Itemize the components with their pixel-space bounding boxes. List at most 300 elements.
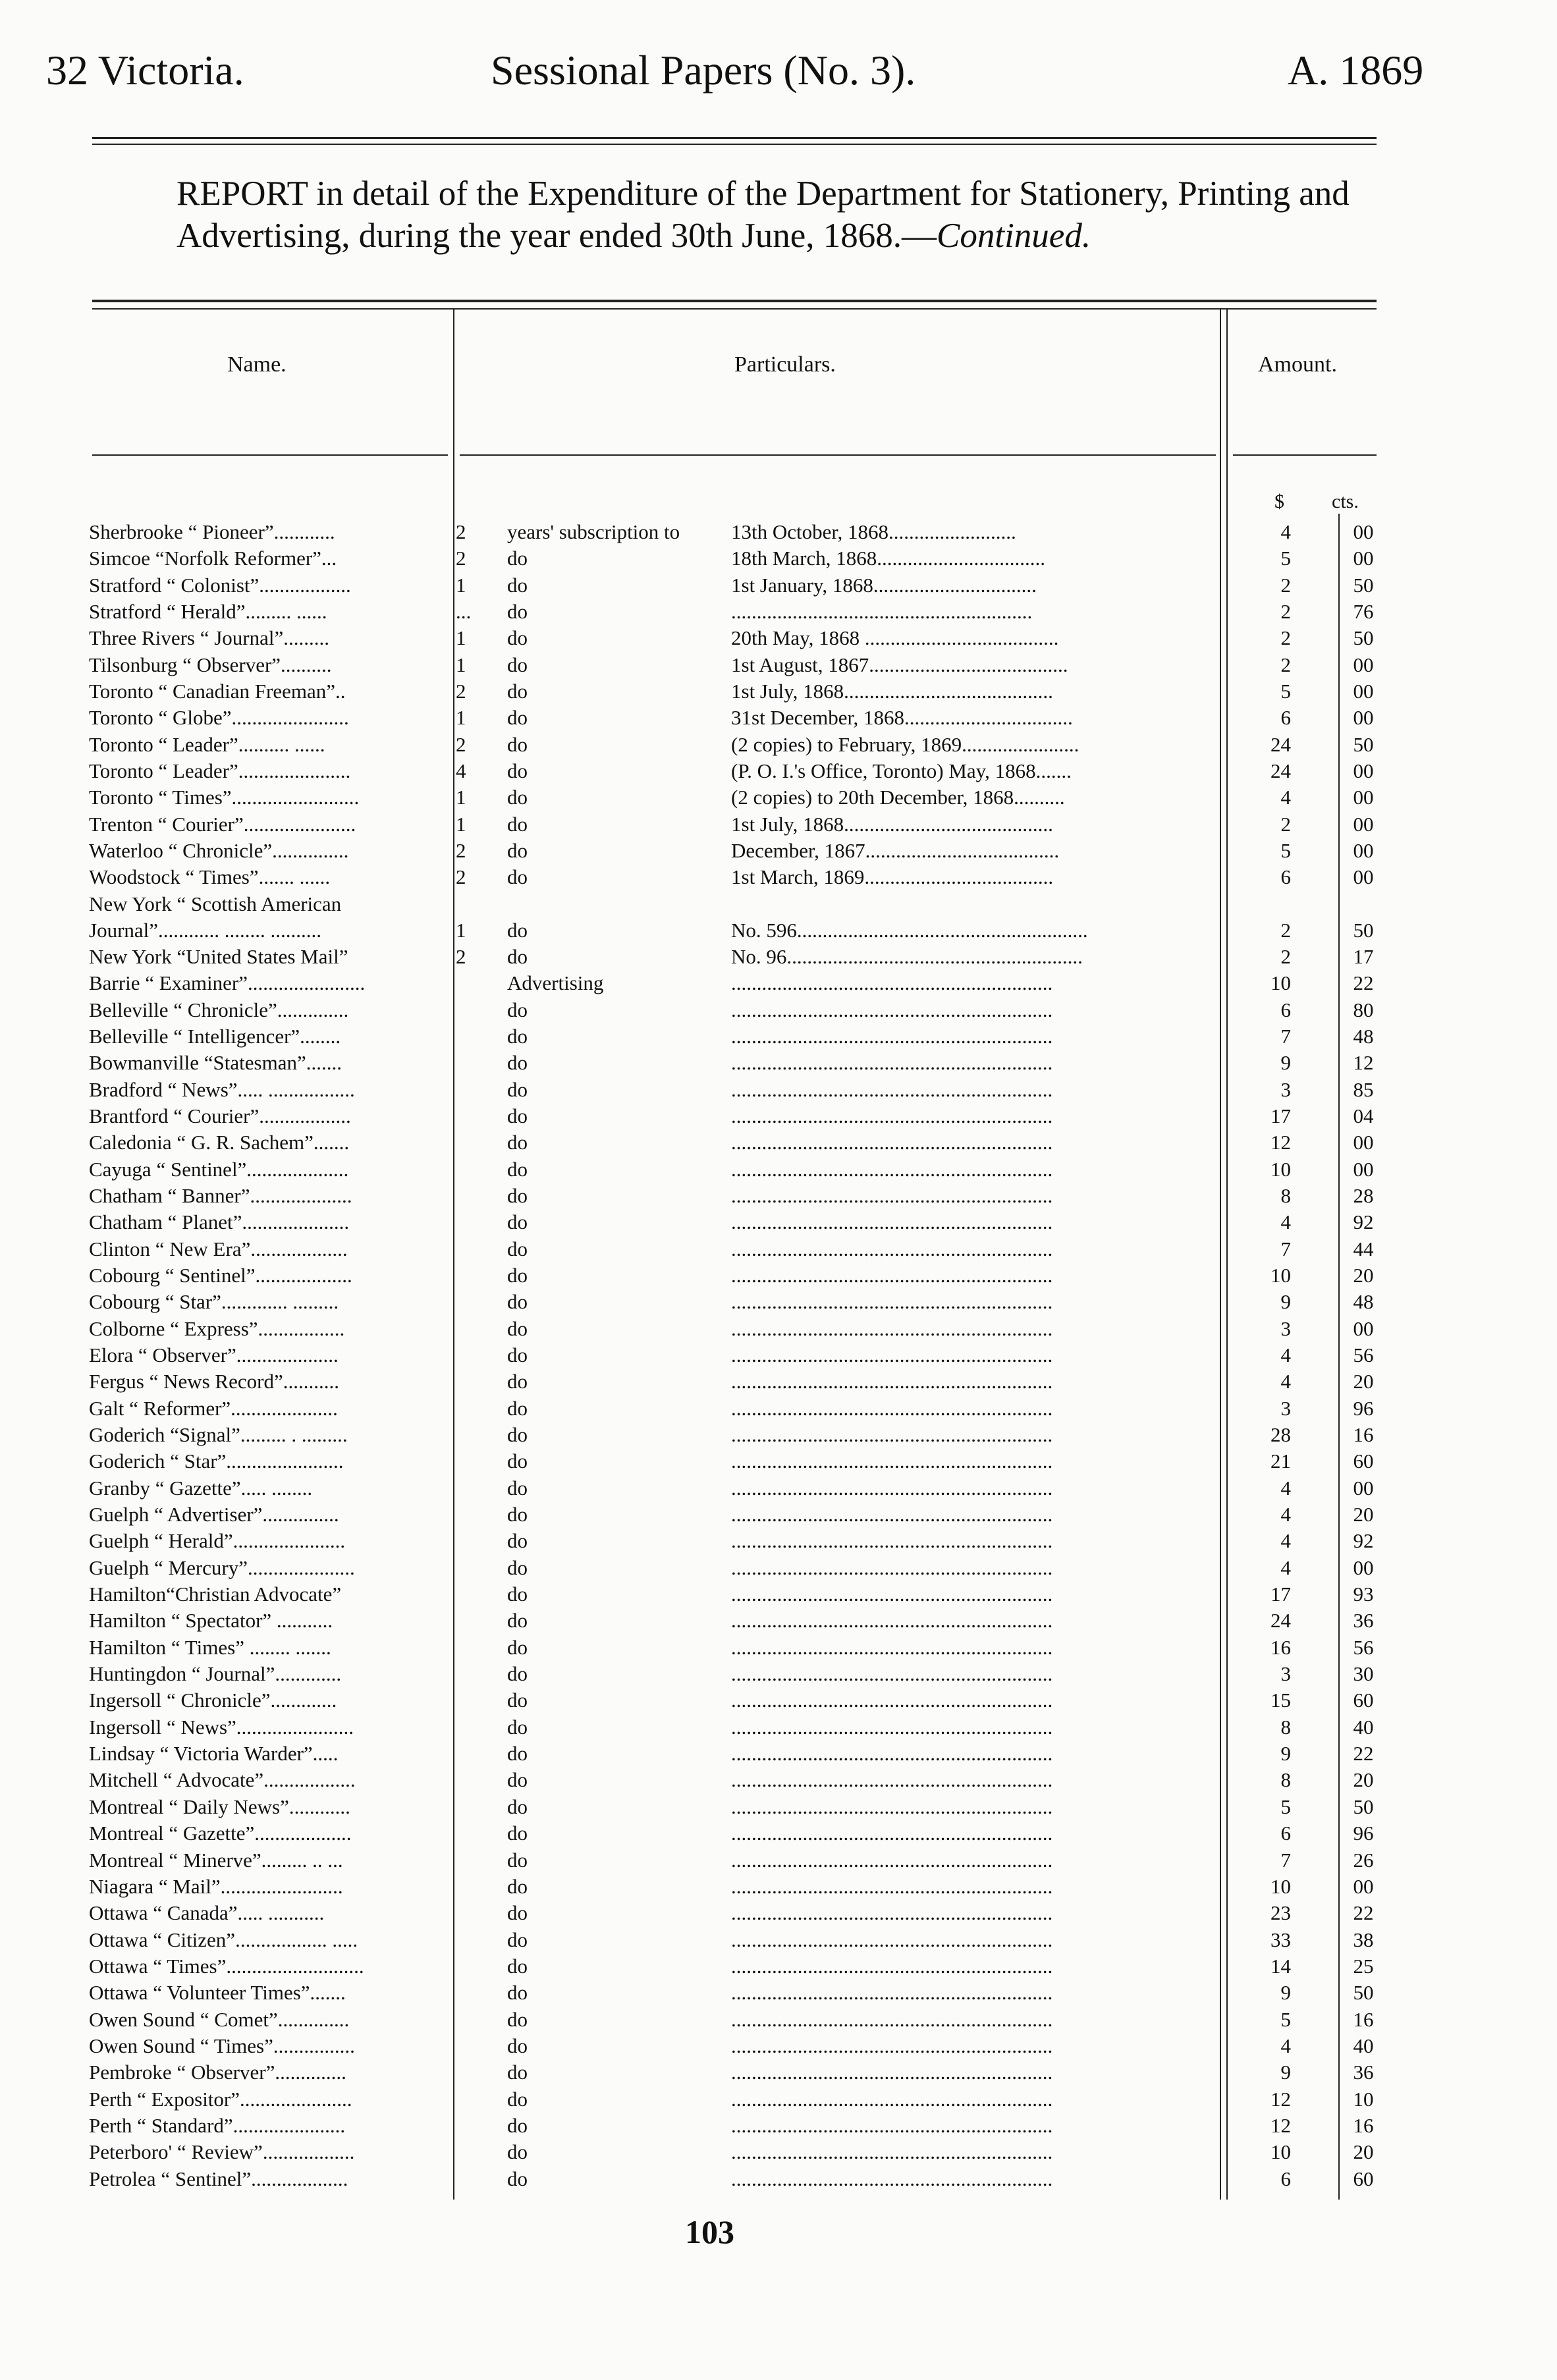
entry-cents: 17 (1353, 944, 1374, 968)
entry-ditto: do (507, 1423, 528, 1446)
entry-ditto: do (507, 1077, 528, 1101)
entry-name: Stratford “ Colonist”.................. (89, 573, 351, 597)
entry-name: Cobourg “ Sentinel”................... (89, 1263, 352, 1287)
entry-dollars: 4 (1280, 1529, 1291, 1553)
entry-particulars: ............................................................... (731, 1316, 1053, 1340)
entry-particulars: ............................................................... (731, 1981, 1053, 2005)
entry-cents: 28 (1353, 1183, 1374, 1207)
table-row (0, 971, 1557, 998)
cents-unit: cts. (1332, 491, 1359, 512)
entry-particulars: 20th May, 1868 ...................................... (731, 626, 1059, 650)
entry-particulars: ............................................................... (731, 2061, 1053, 2084)
table-row (0, 786, 1557, 812)
entry-name: Ingersoll “ News”....................... (89, 1715, 354, 1739)
entry-particulars: ............................................................... (731, 1689, 1053, 1712)
entry-dollars: 24 (1270, 732, 1291, 756)
entry-ditto: do (507, 1237, 528, 1260)
entry-ditto: do (507, 1715, 528, 1739)
table-row (0, 2008, 1557, 2034)
entry-dollars: 2 (1280, 653, 1291, 676)
table-row (0, 1609, 1557, 1635)
entry-particulars: ............................................................... (731, 1609, 1053, 1633)
entry-dollars: 9 (1280, 2061, 1291, 2084)
entry-ditto: do (507, 626, 528, 650)
entry-ditto: do (507, 2007, 528, 2031)
entry-ditto: do (507, 653, 528, 676)
entry-name: Cobourg “ Star”............. ......... (89, 1290, 339, 1314)
entry-name: Bradford “ News”..... ................. (89, 1077, 355, 1101)
entry-cents: 40 (1353, 2034, 1374, 2057)
entry-name: Tilsonburg “ Observer”.......... (89, 653, 332, 676)
entry-name: Fergus “ News Record”........... (89, 1370, 339, 1393)
entry-ditto: do (507, 1503, 528, 1527)
entry-name: Goderich “ Star”....................... (89, 1449, 344, 1473)
entry-name: Montreal “ Daily News”............ (89, 1795, 350, 1818)
table-row (0, 1370, 1557, 1396)
entry-ditto: do (507, 732, 528, 756)
entry-ditto: do (507, 2034, 528, 2057)
entry-cents: 60 (1353, 1449, 1374, 1473)
entry-cents: 50 (1353, 573, 1374, 597)
table-row (0, 1104, 1557, 1131)
entry-ditto: do (507, 1051, 528, 1075)
entry-cents: 20 (1353, 1263, 1374, 1287)
table-row (0, 1636, 1557, 1662)
entry-cents: 00 (1353, 1316, 1374, 1340)
entry-ditto: do (507, 998, 528, 1021)
entry-cents: 00 (1353, 680, 1374, 703)
entry-name: Simcoe “Norfolk Reformer”... (89, 547, 337, 570)
entry-name: Granby “ Gazette”..... ........ (89, 1476, 313, 1500)
table-top-rule-thin (92, 308, 1377, 310)
table-row (0, 1449, 1557, 1476)
entry-particulars: ............................................................... (731, 1848, 1053, 1872)
entry-name: Clinton “ New Era”................... (89, 1237, 348, 1260)
table-row (0, 626, 1557, 653)
entry-cents: 50 (1353, 626, 1374, 650)
table-row (0, 2034, 1557, 2061)
entry-name: Three Rivers “ Journal”......... (89, 626, 329, 650)
table-row (0, 1849, 1557, 1875)
entry-ditto: do (507, 1609, 528, 1633)
entry-particulars: (2 copies) to 20th December, 1868.......... (731, 786, 1065, 809)
entry-cents: 96 (1353, 1396, 1374, 1420)
entry-particulars: ............................................................... (731, 2087, 1053, 2111)
entry-dollars: 7 (1280, 1024, 1291, 1048)
entry-cents: 22 (1353, 1901, 1374, 1925)
entry-particulars: ............................................................... (731, 1715, 1053, 1739)
entry-count: 1 (456, 918, 466, 942)
entry-ditto: do (507, 1210, 528, 1234)
entry-particulars: ............................................................... (731, 1263, 1053, 1287)
table-row (0, 892, 1557, 945)
entry-cents: 16 (1353, 1423, 1374, 1446)
entry-ditto: do (507, 1928, 528, 1951)
report-title-text: REPORT in detail of the Expenditure of the Department for Stationery, Printing and Advertising, during the year ended 30th June, 1868.— (177, 175, 1350, 255)
entry-particulars: ............................................................... (731, 1024, 1053, 1048)
entry-count: 4 (456, 759, 466, 783)
entry-ditto: do (507, 1449, 528, 1473)
entry-cents: 96 (1353, 1822, 1374, 1845)
entry-dollars: 8 (1280, 1715, 1291, 1739)
entry-cents: 00 (1353, 759, 1374, 783)
entry-dollars: 23 (1270, 1901, 1291, 1925)
entry-count: 1 (456, 626, 466, 650)
entry-particulars: ............................................................... (731, 1503, 1053, 1527)
table-row (0, 1158, 1557, 1184)
entry-name: Pembroke “ Observer”.............. (89, 2061, 346, 2084)
entry-cents: 56 (1353, 1343, 1374, 1366)
table-row (0, 1343, 1557, 1370)
entry-name: Petrolea “ Sentinel”................... (89, 2167, 348, 2190)
entry-ditto: do (507, 865, 528, 889)
entry-name: Guelph “ Herald”...................... (89, 1529, 346, 1553)
entry-ditto: do (507, 1901, 528, 1925)
entry-dollars: 7 (1280, 1237, 1291, 1260)
entry-count: 1 (456, 573, 466, 597)
entry-dollars: 17 (1270, 1582, 1291, 1606)
table-row (0, 1742, 1557, 1768)
entry-cents: 22 (1353, 971, 1374, 995)
entry-ditto: do (507, 1316, 528, 1340)
entry-ditto: do (507, 1343, 528, 1366)
header-separator-particulars (460, 454, 1216, 456)
entry-cents: 26 (1353, 1848, 1374, 1872)
entry-particulars: 1st July, 1868......................................... (731, 680, 1053, 703)
entry-cents: 36 (1353, 2061, 1374, 2084)
entry-ditto: years' subscription to (507, 520, 680, 543)
table-row (0, 1981, 1557, 2007)
entry-name: Lindsay “ Victoria Warder”..... (89, 1742, 339, 1766)
entry-cents: 93 (1353, 1582, 1374, 1606)
entry-name: Montreal “ Minerve”......... .. ... (89, 1848, 343, 1872)
table-row (0, 1503, 1557, 1529)
entry-count: 2 (456, 520, 466, 543)
entry-particulars: ............................................................... (731, 2113, 1053, 2137)
entry-ditto: do (507, 1822, 528, 1845)
report-title-continued: Continued. (937, 217, 1091, 255)
table-row (0, 680, 1557, 706)
entry-ditto: do (507, 2061, 528, 2084)
entry-particulars: 18th March, 1868................................. (731, 547, 1046, 570)
entry-count: 2 (456, 865, 466, 889)
entry-dollars: 3 (1280, 1396, 1291, 1420)
entry-dollars: 6 (1280, 706, 1291, 730)
entry-ditto: do (507, 1635, 528, 1659)
entry-cents: 20 (1353, 1370, 1374, 1393)
entry-name: Ottawa “ Times”........................... (89, 1954, 364, 1978)
entry-ditto: do (507, 1529, 528, 1553)
entry-dollars: 5 (1280, 547, 1291, 570)
header-rule (92, 137, 1377, 139)
entry-dollars: 2 (1280, 944, 1291, 968)
table-row (0, 2114, 1557, 2140)
entry-cents: 00 (1353, 653, 1374, 676)
entry-ditto: do (507, 1555, 528, 1579)
entry-cents: 12 (1353, 1051, 1374, 1075)
table-row (0, 1184, 1557, 1210)
entry-particulars: ............................................................... (731, 1051, 1053, 1075)
entry-cents: 60 (1353, 1689, 1374, 1712)
entry-ditto: do (507, 600, 528, 624)
entry-cents: 00 (1353, 1874, 1374, 1898)
entry-dollars: 4 (1280, 786, 1291, 809)
column-header-name: Name. (227, 352, 287, 377)
entry-particulars: (2 copies) to February, 1869....................... (731, 732, 1079, 756)
entry-name: Galt “ Reformer”..................... (89, 1396, 338, 1420)
table-row (0, 520, 1557, 547)
entry-dollars: 10 (1270, 1874, 1291, 1898)
entry-cents: 48 (1353, 1290, 1374, 1314)
entry-particulars: ............................................................... (731, 1555, 1053, 1579)
entry-dollars: 2 (1280, 812, 1291, 836)
table-row (0, 1582, 1557, 1609)
entry-dollars: 9 (1280, 1981, 1291, 2005)
entry-name: Belleville “ Intelligencer”........ (89, 1024, 341, 1048)
entry-name: Montreal “ Gazette”................... (89, 1822, 352, 1845)
entry-count: 2 (456, 944, 466, 968)
entry-particulars: ............................................................... (731, 1954, 1053, 1978)
entry-cents: 40 (1353, 1715, 1374, 1739)
entry-name: Colborne “ Express”................. (89, 1316, 345, 1340)
entry-cents: 38 (1353, 1928, 1374, 1951)
entry-ditto: do (507, 786, 528, 809)
entry-particulars: No. 596......................................................... (731, 918, 1088, 942)
entry-particulars: ............................................................... (731, 1901, 1053, 1925)
entry-particulars: ............................................................... (731, 1423, 1053, 1446)
table-row (0, 2167, 1557, 2194)
entry-dollars: 2 (1280, 626, 1291, 650)
entry-name-continued: Journal”............ ........ .......... (89, 918, 322, 942)
entry-dollars: 10 (1270, 2140, 1291, 2164)
entry-ditto: do (507, 1742, 528, 1766)
table-row (0, 1955, 1557, 1981)
entry-cents: 36 (1353, 1609, 1374, 1633)
entry-count: 2 (456, 732, 466, 756)
entry-cents: 30 (1353, 1662, 1374, 1686)
entry-dollars: 9 (1280, 1290, 1291, 1314)
entry-ditto: do (507, 573, 528, 597)
entry-particulars: ............................................................... (731, 1662, 1053, 1686)
entry-cents: 50 (1353, 732, 1374, 756)
table-row (0, 1476, 1557, 1503)
entry-dollars: 33 (1270, 1928, 1291, 1951)
entry-name: Trenton “ Courier”...................... (89, 812, 356, 836)
entry-cents: 00 (1353, 1476, 1374, 1500)
entry-dollars: 12 (1270, 2087, 1291, 2111)
entry-cents: 00 (1353, 839, 1374, 863)
entry-name: Toronto “ Globe”....................... (89, 706, 349, 730)
entry-dollars: 5 (1280, 839, 1291, 863)
entry-ditto: do (507, 1396, 528, 1420)
entry-count: 1 (456, 786, 466, 809)
entry-particulars: December, 1867...................................... (731, 839, 1060, 863)
entry-dollars: 3 (1280, 1662, 1291, 1686)
running-head-center: Sessional Papers (No. 3). (491, 47, 916, 94)
entry-particulars: ............................................................... (731, 1795, 1053, 1818)
entry-count: ... (456, 600, 472, 624)
table-row (0, 2140, 1557, 2167)
entry-cents: 20 (1353, 2140, 1374, 2164)
table-row (0, 1290, 1557, 1316)
entry-dollars: 4 (1280, 1476, 1291, 1500)
table-row (0, 1397, 1557, 1423)
table-row (0, 1901, 1557, 1928)
entry-particulars: ............................................................... (731, 1529, 1053, 1553)
table-row (0, 813, 1557, 839)
entry-ditto: do (507, 2113, 528, 2137)
table-row (0, 1131, 1557, 1157)
table-row (0, 1237, 1557, 1264)
entry-dollars: 5 (1280, 1795, 1291, 1818)
entry-particulars: ............................................................... (731, 1343, 1053, 1366)
entry-dollars: 4 (1280, 1210, 1291, 1234)
entry-dollars: 15 (1270, 1689, 1291, 1712)
entry-name: Guelph “ Mercury”..................... (89, 1555, 355, 1579)
report-title (177, 173, 1362, 257)
entry-count: 2 (456, 839, 466, 863)
entry-ditto: do (507, 2087, 528, 2111)
table-row (0, 865, 1557, 892)
entry-dollars: 6 (1280, 1822, 1291, 1845)
entry-particulars: ............................................................... (731, 1131, 1053, 1154)
entry-particulars: ............................................................... (731, 1928, 1053, 1951)
entry-particulars: 1st January, 1868................................ (731, 573, 1037, 597)
table-row (0, 1264, 1557, 1290)
entry-particulars: ............................................................... (731, 971, 1053, 995)
entry-cents: 20 (1353, 1768, 1374, 1792)
entry-dollars: 12 (1270, 2113, 1291, 2137)
entry-particulars: ............................................................... (731, 1476, 1053, 1500)
entry-dollars: 4 (1280, 520, 1291, 543)
entry-particulars: ............................................................... (731, 1290, 1053, 1314)
table-row (0, 1210, 1557, 1237)
entry-name: Hamilton“Christian Advocate” (89, 1582, 342, 1606)
entry-ditto: do (507, 1024, 528, 1048)
entry-ditto: do (507, 1689, 528, 1712)
entry-cents: 16 (1353, 2113, 1374, 2137)
entry-dollars: 17 (1270, 1104, 1291, 1127)
entry-particulars: ............................................................... (731, 1077, 1053, 1101)
entry-ditto: do (507, 1874, 528, 1898)
entry-name: Bowmanville “Statesman”....... (89, 1051, 342, 1075)
table-row (0, 998, 1557, 1025)
entry-cents: 00 (1353, 1131, 1374, 1154)
entry-dollars: 4 (1280, 1370, 1291, 1393)
entry-dollars: 4 (1280, 1343, 1291, 1366)
entry-cents: 56 (1353, 1635, 1374, 1659)
entry-particulars: 1st August, 1867....................................... (731, 653, 1068, 676)
entry-dollars: 16 (1270, 1635, 1291, 1659)
entry-cents: 92 (1353, 1210, 1374, 1234)
entry-dollars: 24 (1270, 759, 1291, 783)
entry-name: Woodstock “ Times”....... ...... (89, 865, 331, 889)
entry-count: 1 (456, 812, 466, 836)
entry-dollars: 8 (1280, 1183, 1291, 1207)
table-row (0, 1795, 1557, 1822)
entry-count: 1 (456, 653, 466, 676)
entry-dollars: 9 (1280, 1742, 1291, 1766)
entry-cents: 92 (1353, 1529, 1374, 1553)
entry-particulars: ............................................................... (731, 1183, 1053, 1207)
entry-name: Brantford “ Courier”.................. (89, 1104, 351, 1127)
entry-cents: 00 (1353, 547, 1374, 570)
column-header-amount: Amount. (1258, 352, 1337, 377)
entry-cents: 25 (1353, 1954, 1374, 1978)
entry-cents: 80 (1353, 998, 1374, 1021)
entry-particulars: ............................................................... (731, 1104, 1053, 1127)
entry-name: Perth “ Expositor”...................... (89, 2087, 352, 2111)
table-row (0, 706, 1557, 732)
entry-dollars: 14 (1270, 1954, 1291, 1978)
entry-ditto: do (507, 759, 528, 783)
table-row (0, 1317, 1557, 1343)
entry-ditto: do (507, 1582, 528, 1606)
entry-name: Perth “ Standard”...................... (89, 2113, 346, 2137)
entry-name: Hamilton “ Spectator” ........... (89, 1609, 333, 1633)
table-row (0, 1423, 1557, 1449)
entry-dollars: 6 (1280, 2167, 1291, 2190)
running-head-left: 32 Victoria. (46, 47, 244, 94)
entry-particulars: ........................................................... (731, 600, 1033, 624)
entry-name: Stratford “ Herald”......... ...... (89, 600, 327, 624)
entry-particulars: (P. O. I.'s Office, Toronto) May, 1868....... (731, 759, 1072, 783)
entry-ditto: do (507, 918, 528, 942)
entry-dollars: 7 (1280, 1848, 1291, 1872)
entry-dollars: 8 (1280, 1768, 1291, 1792)
entry-particulars: ............................................................... (731, 2140, 1053, 2164)
entry-name: Owen Sound “ Times”................ (89, 2034, 355, 2057)
table-row (0, 1768, 1557, 1795)
entry-name: Hamilton “ Times” ........ ....... (89, 1635, 331, 1659)
entry-name: Huntingdon “ Journal”............. (89, 1662, 342, 1686)
entry-particulars: ............................................................... (731, 1210, 1053, 1234)
entry-dollars: 28 (1270, 1423, 1291, 1446)
entry-dollars: 4 (1280, 1503, 1291, 1527)
entry-dollars: 2 (1280, 573, 1291, 597)
table-row (0, 1025, 1557, 1051)
entry-ditto: Advertising (507, 971, 604, 995)
table-top-rule (92, 300, 1377, 302)
entry-dollars: 21 (1270, 1449, 1291, 1473)
entry-ditto: do (507, 1104, 528, 1127)
entry-ditto: do (507, 2167, 528, 2190)
entry-name: Barrie “ Examiner”....................... (89, 971, 366, 995)
entry-name: New York “ Scottish American (89, 892, 342, 915)
entry-particulars: 1st July, 1868......................................... (731, 812, 1053, 836)
entry-ditto: do (507, 1290, 528, 1314)
table-row (0, 839, 1557, 865)
table-row (0, 1928, 1557, 1955)
entry-particulars: 31st December, 1868................................. (731, 706, 1073, 730)
entry-name: Toronto “ Leader”...................... (89, 759, 351, 783)
entry-dollars: 10 (1270, 1157, 1291, 1181)
entry-cents: 20 (1353, 1503, 1374, 1527)
entry-ditto: do (507, 812, 528, 836)
entry-cents: 10 (1353, 2087, 1374, 2111)
table-row (0, 1875, 1557, 1901)
entry-particulars: ............................................................... (731, 1874, 1053, 1898)
table-row (0, 733, 1557, 759)
entry-dollars: 4 (1280, 2034, 1291, 2057)
header-separator-name (92, 454, 448, 456)
table-row (0, 653, 1557, 680)
entry-cents: 48 (1353, 1024, 1374, 1048)
entry-name: Caledonia “ G. R. Sachem”....... (89, 1131, 350, 1154)
entry-count: 2 (456, 680, 466, 703)
entry-ditto: do (507, 1981, 528, 2005)
table-row (0, 547, 1557, 573)
